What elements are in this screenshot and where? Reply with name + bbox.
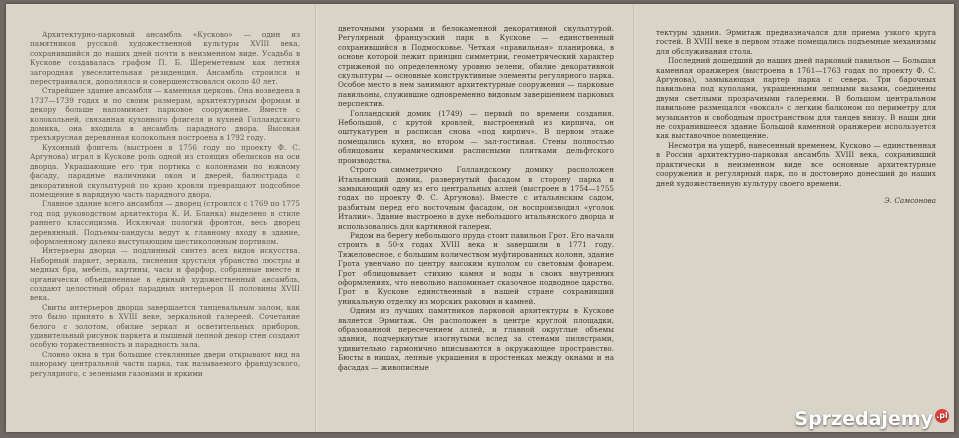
author-signature: Э. Самсонова [884, 195, 936, 205]
brochure-sheet [6, 4, 954, 432]
fold-line-right [633, 4, 635, 432]
watermark-logo [794, 408, 949, 430]
paragraph: Несмотря на ущерб, нанесенный временем, Кусково — единственная в России архитектурно-парковая ансамбль XVIII века, сохранивший практически в неизменном виде все основные архитектурные сооружения и регулярный парк, по и достоверно донесший до наших дней художественную культуру своего времени. [656, 140, 936, 188]
paragraph: Интерьеры дворца — подлинный синтез всех видов искусства. Наборный паркет, зеркала, тиснения хрусталя убранство люстры и медных бра, мебель, картины, часы и фарфор, собранные вместе и органически объединенные в единый художественный ансамбль, создают целостный образ парадных интерьеров II половины XVIII века. [30, 246, 300, 303]
text-column-2 [338, 24, 614, 372]
text-column-1 [30, 30, 300, 378]
watermark-badge: .pl [935, 409, 949, 423]
paragraph: Кухонный флигель (выстроен в 1756 году по проекту Ф. С. Аргунова) играл в Кускове роль одной из стоящих обелисков на оси дворца. Украшающие его три портика с колоннами по южному фасаду, парадные наличники окон и дверей, балюстрада с декоративной скульптурой по краю кровли превращают подсобное помещение в нарядную часть парадного двора. [30, 142, 300, 199]
watermark-text: Sprzedajemy [794, 408, 933, 430]
fold-line-left [315, 4, 317, 432]
paragraph: Главное здание всего ансамбля — дворец (строился с 1769 по 1775 год под руководством архитектора К. И. Бланка) выделено в стиле раннего классицизма. Исключая пологий фронтон, весь дворец деревянный. Подъемы-пандусы ведут к главному входу в здание, оформленному далеко выступающим шестиколонным портиком. [30, 199, 301, 246]
paragraph: Рядом на берегу небольшого пруда стоит павильон Грот. Его начали строить в 50-х годах XVIII века и завершили в 1771 году. Тяжеловесное, с большим количеством муфтированных колонн, здание Грота увенчано по центру высоким куполом со световым фонарем. Грот облицовывает стихию камня и воды в своих внутренних оформлениях, что невольно напоминает сказочное подводное царство. Грот в Кускове единственный в нашей стране сохранивший уникальную отделку из морских раковин и камней. [338, 230, 614, 306]
paragraph: Старейшее здание ансамбля — каменная церковь. Она возведена в 1737—1739 годах и по своим размерам, архитектурным формам и декору больше напоминает парковое сооружение. Вместе с колокольней, связанная кухонного флигеля и кухней Голландского домика, она входила в ансамбль парадного двора. Высокая трехъярусная деревянная колокольня построена в 1792 году. [30, 86, 300, 143]
paragraph: Словно окна в три большие стеклянные двери открывают вид на панораму центральной части парка, так называемого французского, регулярного, с зелеными газонами и яркими [30, 349, 300, 378]
paragraph: Свиты интерьеров дворца завершается танцевальным залом, как это было принято в XVIII веке, зеркальной галереей. Сочетание белого с золотом, обилие зеркал и осветительных приборов, удивительный рисунок паркета и пышный лепной декор стен создают особую торжественность и парадность зала. [30, 302, 300, 350]
paragraph: Последний дошедший до наших дней парковый павильон — Большая каменная оранжерея (выстроена в 1761—1763 годах по проекту Ф. С. Аргунова), замыкающая партер парка с севера. Три барочных павильона под куполами, украшенными лепными вазами, соединены двумя светлыми прозрачными галереями. В большом центральном павильоне размещался «воксал» с легким балконом по периметру для музыкантов и свободным пространством для танцев внизу. В наши дни не сохранившееся здание Большой каменной оранжереи используется как выставочное помещение. [656, 56, 936, 141]
text-column-3 [656, 28, 936, 205]
paragraph: тектуры здания. Эрмитаж предназначался для приема узкого круга гостей. В XVIII веке в первом этаже помещались подъемные механизмы для обслуживания стола. [656, 28, 936, 56]
paragraph: Архитектурно-парковый ансамбль «Кусково» — один из памятников русской художественной культуры XVIII века, сохранившийся до наших дней почти в неизменном виде. Усадьба в Кускове создавалась графом П. Б. Шереметевым как летняя загородная увеселительная резиденция. Ансамбль строился и перестраивался, дополнялся и совершенствовался около 40 лет. [30, 30, 300, 87]
paragraph: Голландский домик (1749) — первый по времени создания. Небольшой, с крутой кровлей, выстроенный из кирпича, он оштукатурен и расписан снова «под кирпич». В первом этаже помещались кухня, во втором — зал-гостиная. Стены полностью облицованы керамическими расписными плитками дельфтского производства. [338, 108, 614, 165]
paragraph: Строго симметрично Голландскому домику расположен Итальянский домик, развернутый фасадом в сторону парка и замыкающий одну из его центральных аллей (выстроен в 1754—1755 годах по проекту Ф. С. Аргунова). Вместе с итальянским садом, разбитым перед его восточным фасадом, он воспроизводил «уголок Италии». Здание выстроено в духе небольшого итальянского дворца и использовалось для картинной галереи. [338, 165, 614, 231]
paragraph: Одним из лучших памятников парковой архитектуры в Кускове является Эрмитаж. Он расположен в центре круглой площадки, образованной пересечением аллей, и главной округлые объемы здания, подчеркнутые изогнутыми вслед за стенами пилястрами, удивительно гармонично вписываются в окружающее пространство. Бюсты в нишах, лепные украшения в простенках между окнами и на фасадах — живописные [338, 306, 614, 372]
paragraph: цветочными узорами и белокаменной декоративной скульптурой. Регулярный французский парк в Кускове — единственный сохранившийся в Подмосковье. Четкая «правильная» планировка, в основе которой лежит принцип симметрии, геометрический характер стриженой по определенному уровню зелени, обилие декоративной скульптуры — основные конструктивные элементы регулярного парка. Особое место в нем занимают архитектурные сооружения — парковые павильоны, служившие одновременно видовым завершением парковых перспектив. [338, 24, 614, 109]
